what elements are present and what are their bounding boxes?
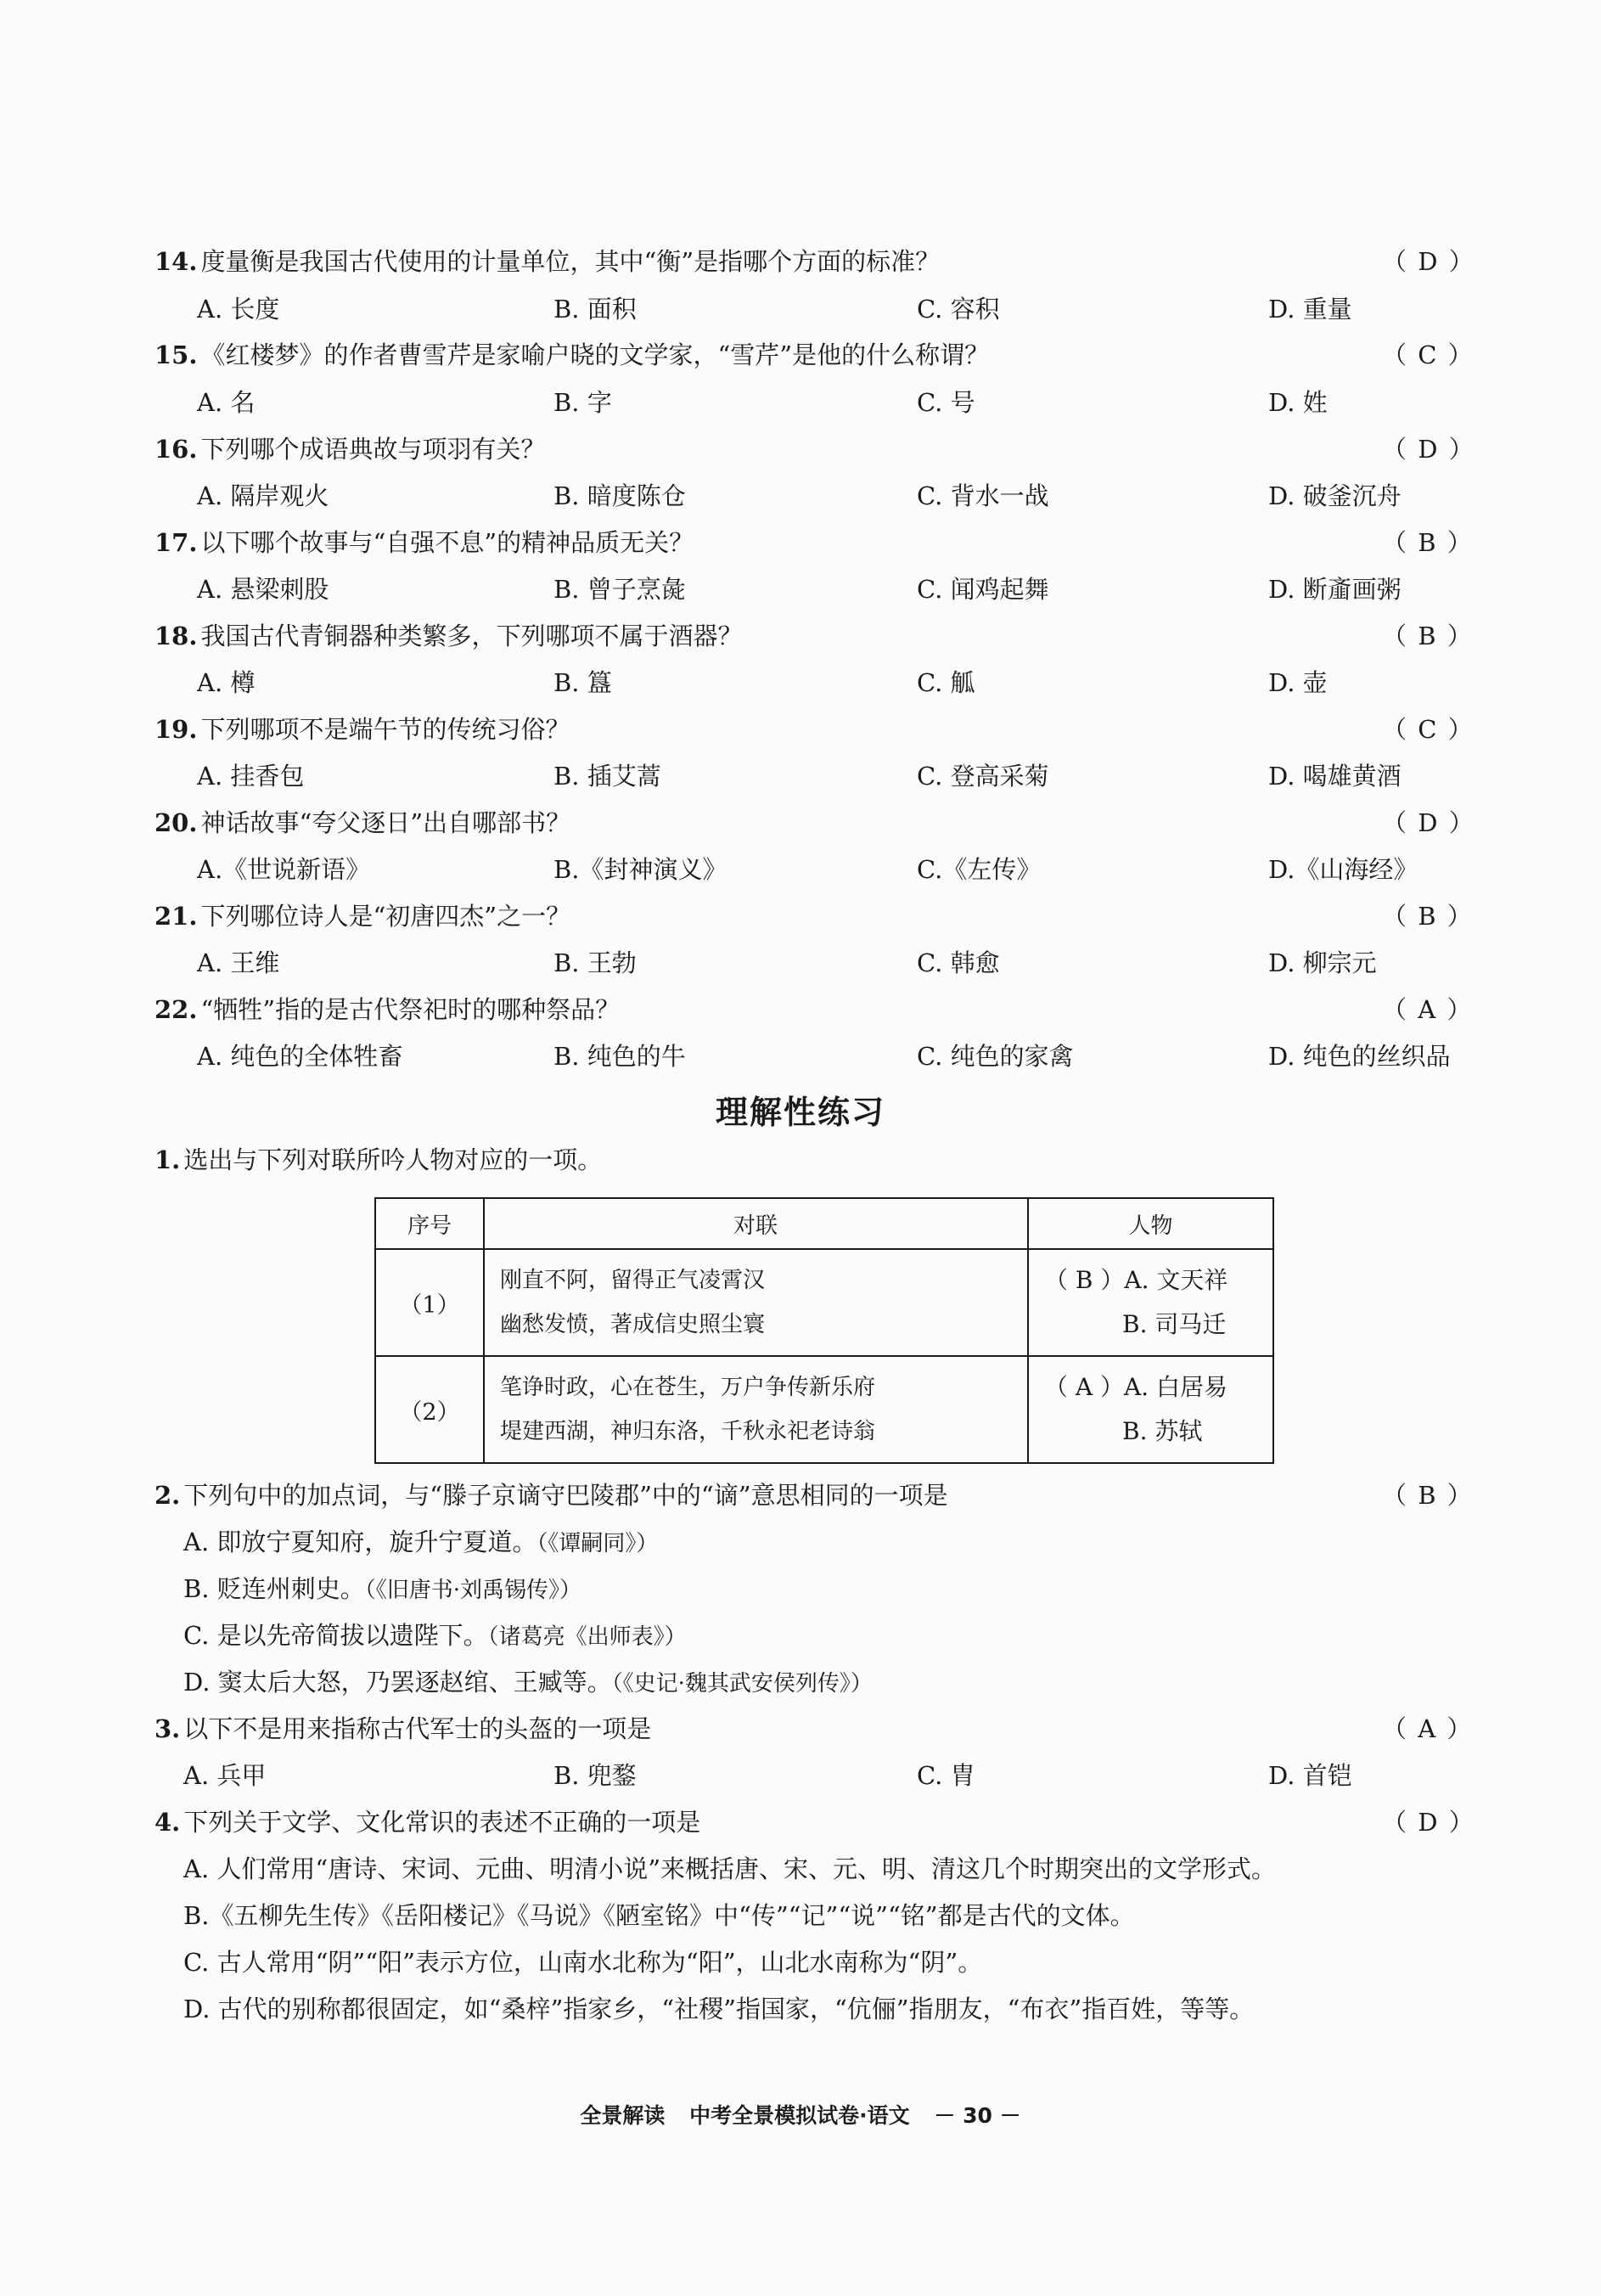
- option-a: A. 名: [197, 388, 256, 417]
- page-footer: [0, 2097, 1601, 2135]
- question-number: 20.: [154, 808, 198, 837]
- options-row: [197, 661, 1487, 705]
- header-person: 人物: [1028, 1198, 1273, 1249]
- question-stem: 《红楼梦》的作者曹雪芹是家喻户晓的文学家，“雪芹”是他的什么称谓？: [200, 340, 990, 369]
- question-21: [154, 894, 1496, 938]
- option-a: [183, 1520, 1508, 1564]
- option-d: D. 壶: [1268, 668, 1328, 697]
- row-number: （2）: [375, 1356, 484, 1463]
- person-choices: [1028, 1356, 1273, 1463]
- options-row: [197, 941, 1487, 985]
- question-stem: 我国古代青铜器种类繁多，下列哪项不属于酒器？: [200, 622, 743, 650]
- question-stem: 下列哪项不是端午节的传统习俗？: [200, 715, 570, 744]
- question-number: 21.: [154, 902, 198, 931]
- option-d: D. 纯色的丝织品: [1268, 1042, 1451, 1071]
- option-c: C. 纯色的家禽: [917, 1042, 1074, 1071]
- header-number: 序号: [375, 1198, 484, 1249]
- question-number: 22.: [154, 995, 198, 1024]
- question-16: [154, 427, 1496, 471]
- answer-bracket: （ A ）: [1382, 1714, 1474, 1743]
- question-15: [154, 333, 1496, 377]
- couplet-line: 堤建西湖，神归东洛，千秋永祀老诗翁: [500, 1419, 876, 1444]
- options-row: [197, 754, 1487, 798]
- option-c: C. 韩愈: [917, 948, 1000, 977]
- choice-b: B. 苏轼: [1122, 1417, 1203, 1445]
- options-row: [197, 847, 1487, 892]
- answer-bracket: （ B ）: [1382, 1481, 1474, 1510]
- option-c: C.《左传》: [917, 855, 1042, 884]
- option-c: C. 觚: [917, 668, 975, 697]
- person-choices: [1028, 1249, 1273, 1356]
- option-d: [183, 1660, 1508, 1704]
- question-stem: “牺牲”指的是古代祭祀时的哪种祭品？: [200, 995, 621, 1024]
- question-19: [154, 707, 1496, 751]
- question-number: 4.: [154, 1808, 181, 1837]
- couplet-line: 笔诤时政，心在苍生，万户争传新乐府: [500, 1375, 876, 1400]
- option-a: A. 人们常用“唐诗、宋词、元曲、明清小说”来概括唐、宋、元、明、清这几个时期突出的文学形式。: [183, 1854, 1277, 1883]
- table-header-row: [375, 1198, 1273, 1249]
- option-b: B.《五柳先生传》《岳阳楼记》《马说》《陋室铭》中“传”“记”“说”“铭”都是古代的文体。: [183, 1901, 1135, 1930]
- couplet-line: 幽愁发愤，著成信史照尘寰: [500, 1312, 766, 1337]
- options-row: [197, 1034, 1487, 1078]
- question-number: 14.: [154, 247, 198, 276]
- option-text: C. 是以先帝简拔以遗陛下。: [183, 1621, 488, 1650]
- couplet-line: 刚直不阿，留得正气凌霄汉: [500, 1268, 766, 1293]
- question-20: [154, 801, 1496, 845]
- option-b: [183, 1567, 1508, 1611]
- option-source: （《旧唐书·刘禹锡传》）: [364, 1578, 582, 1603]
- options-row: [197, 474, 1487, 518]
- answer-bracket: （ A ）: [1044, 1373, 1125, 1401]
- option-b: B. 面积: [553, 295, 637, 324]
- answer-bracket: （ B ）: [1382, 622, 1474, 650]
- question-stem: 以下哪个故事与“自强不息”的精神品质无关？: [200, 528, 694, 557]
- option-a: A. 悬梁刺股: [197, 575, 329, 604]
- option-b: B. 曾子烹彘: [553, 575, 686, 604]
- question-2: [154, 1473, 1496, 1517]
- answer-bracket: （ C ）: [1382, 340, 1475, 369]
- question-number: 15.: [154, 340, 198, 369]
- question-number: 16.: [154, 435, 198, 464]
- option-c: C. 闻鸡起舞: [917, 575, 1049, 604]
- choice-b: B. 司马迁: [1122, 1310, 1227, 1338]
- question-stem: 度量衡是我国古代使用的计量单位，其中“衡”是指哪个方面的标准？: [200, 247, 941, 276]
- table-row: [375, 1249, 1273, 1356]
- choice-a: A. 白居易: [1124, 1373, 1228, 1401]
- option-a: A. 兵甲: [183, 1761, 267, 1790]
- option-d: D.《山海经》: [1268, 855, 1418, 884]
- question-number: 1.: [154, 1145, 181, 1174]
- option-a: A. 挂香包: [197, 762, 305, 791]
- option-source: （诸葛亮《出师表》）: [487, 1624, 687, 1650]
- options-row: [197, 380, 1487, 425]
- couplet-text: [484, 1356, 1028, 1463]
- answer-bracket: （ C ）: [1382, 715, 1475, 744]
- answer-bracket: （ B ）: [1044, 1266, 1125, 1294]
- question-22: [154, 988, 1496, 1032]
- option-b: B. 字: [553, 388, 612, 417]
- choice-a: A. 文天祥: [1124, 1266, 1228, 1294]
- question-number: 3.: [154, 1714, 181, 1743]
- option-source: （《谭嗣同》）: [536, 1531, 659, 1556]
- header-couplet: 对联: [484, 1198, 1028, 1249]
- couplet-table: [374, 1197, 1274, 1464]
- option-b: B. 簋: [553, 668, 612, 697]
- options-row: [197, 567, 1487, 611]
- option-d: D. 姓: [1268, 388, 1328, 417]
- option-c: C. 号: [917, 388, 975, 417]
- option-c: C. 容积: [917, 295, 1000, 324]
- question-number: 17.: [154, 528, 198, 557]
- row-number: （1）: [375, 1249, 484, 1356]
- option-d: D. 重量: [1268, 295, 1352, 324]
- question-number: 2.: [154, 1481, 181, 1510]
- question-number: 18.: [154, 622, 198, 650]
- option-b: B. 兜鍪: [553, 1761, 637, 1790]
- question-stem: 下列哪个成语典故与项羽有关？: [200, 435, 546, 464]
- option-c: C. 背水一战: [917, 481, 1049, 510]
- page-number: － 30 －: [934, 2103, 1021, 2128]
- footer-series: 中考全景模拟试卷·语文: [689, 2103, 910, 2128]
- answer-bracket: （ D ）: [1382, 808, 1475, 837]
- answer-bracket: （ D ）: [1382, 1808, 1475, 1837]
- question-stem: 下列哪位诗人是“初唐四杰”之一？: [200, 902, 571, 931]
- answer-bracket: （ B ）: [1382, 528, 1474, 557]
- option-c: [183, 1613, 1508, 1657]
- option-c: C. 登高采菊: [917, 762, 1049, 791]
- options-row: [197, 287, 1487, 331]
- question-1: [154, 1138, 1496, 1182]
- option-c: C. 胄: [917, 1761, 975, 1790]
- option-text: A. 即放宁夏知府，旋升宁夏道。: [183, 1528, 537, 1556]
- option-b: B. 暗度陈仓: [553, 481, 686, 510]
- option-text: D. 窦太后大怒，乃罢逐赵绾、王臧等。: [183, 1668, 612, 1697]
- option-b: B. 插艾蒿: [553, 762, 661, 791]
- option-a: A. 樽: [197, 668, 256, 697]
- question-stem: 下列句中的加点词，与“滕子京谪守巴陵郡”中的“谪”意思相同的一项是: [183, 1481, 948, 1510]
- question-3: [154, 1707, 1496, 1751]
- option-a: A. 纯色的全体牲畜: [197, 1042, 403, 1071]
- option-d: D. 破釜沉舟: [1268, 481, 1402, 510]
- question-stem: 下列关于文学、文化常识的表述不正确的一项是: [183, 1808, 701, 1837]
- answer-bracket: （ A ）: [1382, 995, 1474, 1024]
- options-row: [183, 1753, 1474, 1798]
- question-4: [154, 1800, 1496, 1844]
- answer-bracket: （ B ）: [1382, 902, 1474, 931]
- option-c: C. 古人常用“阴”“阳”表示方位，山南水北称为“阳”，山北水南称为“阴”。: [183, 1948, 983, 1977]
- option-d: D. 首铠: [1268, 1761, 1352, 1790]
- footer-brand: 全景解读: [580, 2103, 666, 2128]
- option-d: D. 柳宗元: [1268, 948, 1377, 977]
- question-stem: 选出与下列对联所吟人物对应的一项。: [183, 1145, 603, 1174]
- option-b: B. 纯色的牛: [553, 1042, 686, 1071]
- section-title: 理解性练习: [715, 1094, 885, 1131]
- option-source: （《史记·魏其武安侯列传》）: [611, 1671, 873, 1697]
- question-18: [154, 614, 1496, 658]
- option-a: A. 长度: [197, 295, 280, 324]
- question-stem: 以下不是用来指称古代军士的头盔的一项是: [183, 1714, 652, 1743]
- question-stem: 神话故事“夸父逐日”出自哪部书？: [200, 808, 571, 837]
- option-a: A. 王维: [197, 948, 280, 977]
- option-d: D. 喝雄黄酒: [1268, 762, 1402, 791]
- option-a: A. 隔岸观火: [197, 481, 329, 510]
- option-a: A.《世说新语》: [197, 855, 371, 884]
- option-b: B. 王勃: [553, 948, 637, 977]
- question-17: [154, 521, 1496, 565]
- answer-bracket: （ D ）: [1382, 435, 1475, 464]
- table-row: [375, 1356, 1273, 1463]
- option-text: B. 贬连州刺史。: [183, 1574, 365, 1603]
- question-number: 19.: [154, 715, 198, 744]
- question-14: [154, 239, 1496, 284]
- couplet-text: [484, 1249, 1028, 1356]
- option-d: D. 断齑画粥: [1268, 575, 1402, 604]
- option-d: D. 古代的别称都很固定，如“桑梓”指家乡，“社稷”指国家，“伉俪”指朋友，“布衣”指百姓，等等。: [183, 1995, 1255, 2023]
- answer-bracket: （ D ）: [1382, 247, 1475, 276]
- option-b: B.《封神演义》: [553, 855, 727, 884]
